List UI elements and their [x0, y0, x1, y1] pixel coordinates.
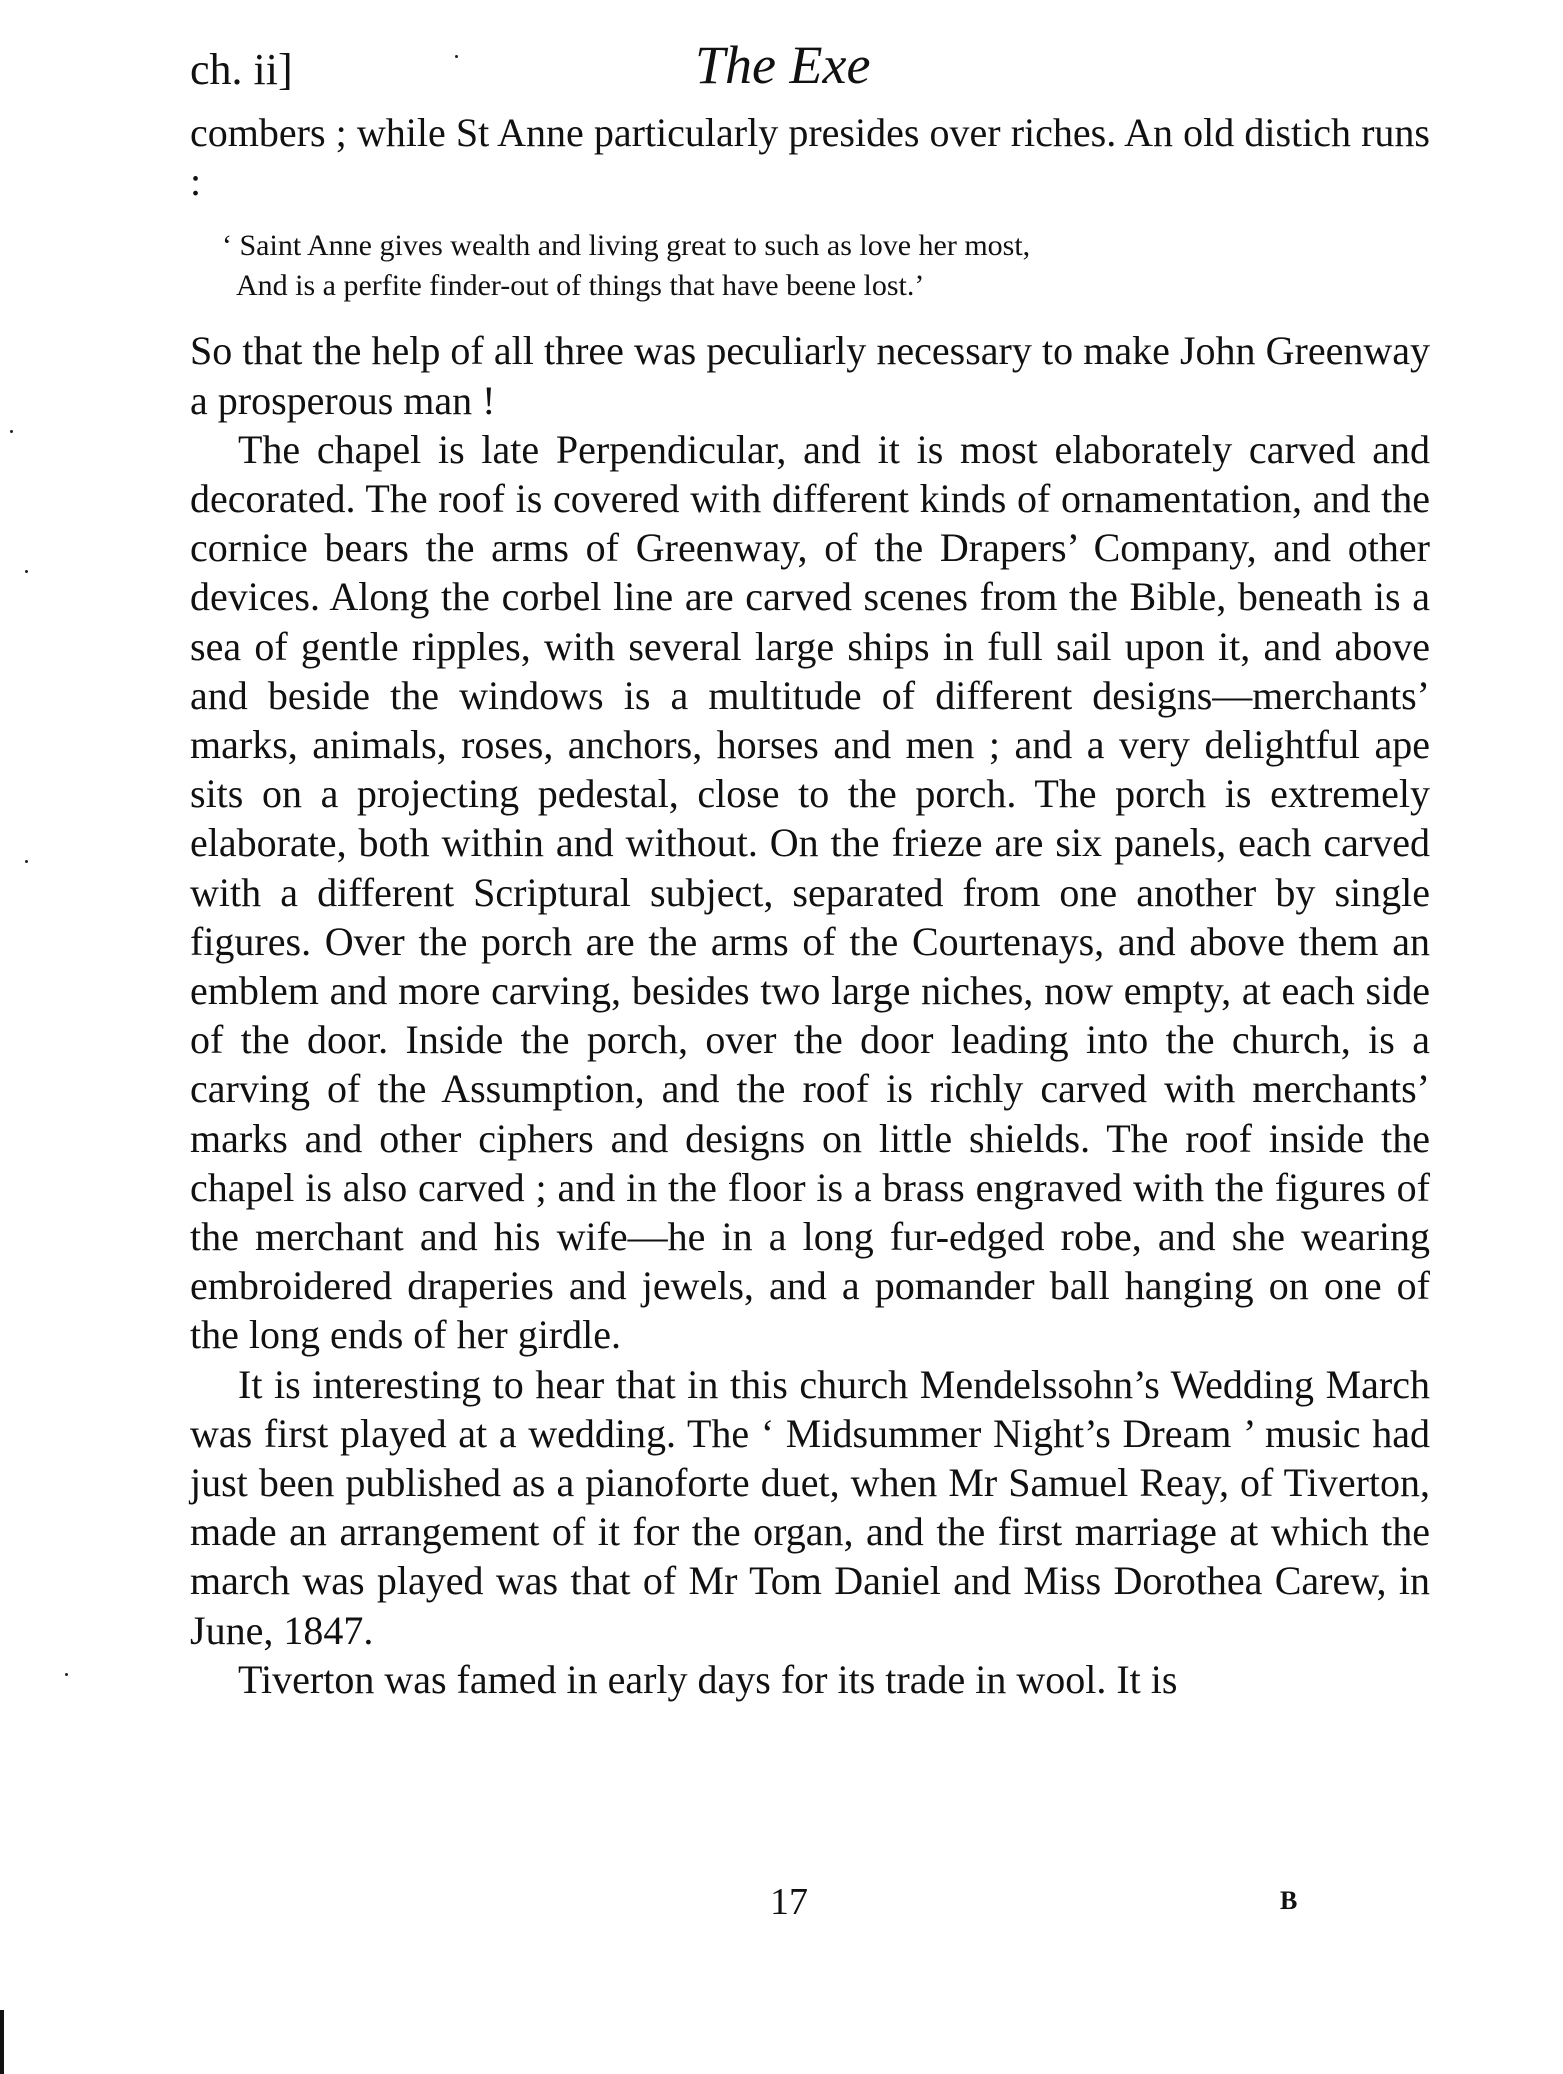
page-number: 17 — [770, 1881, 808, 1923]
margin-speck — [25, 860, 28, 863]
chapter-reference: ch. ii] — [190, 45, 293, 94]
quote-line-1: ‘ Saint Anne gives wealth and living great to such as love her most, — [222, 229, 1031, 263]
paragraph-5: Tiverton was famed in early days for its trade in wool. It is — [238, 1656, 1178, 1702]
paragraph-4: It is interesting to hear that in this church Mendelssohn’s Wedding March was first played at a wedding. The ‘ Midsummer Night’s Dream ’ music had just been published as a pianoforte duet, when Mr Samuel Reay, of Tiverton, made an arrangement of it for the organ, and the first marriage at which the march was played was that of Mr Tom Daniel and Miss Dorothea Carew, in June, 1847. — [190, 1361, 1430, 1653]
distich-quote — [222, 226, 1430, 306]
margin-speck — [25, 570, 28, 573]
scan-edge-mark — [0, 2010, 4, 2074]
margin-speck — [65, 1673, 68, 1676]
signature-mark: B — [1280, 1886, 1298, 1915]
margin-speck — [10, 430, 13, 433]
running-title: The Exe — [695, 35, 871, 95]
page-footer — [190, 1880, 1430, 1940]
paragraph-1: combers ; while St Anne particularly presides over riches. An old distich runs : — [190, 110, 1430, 205]
page-header — [190, 30, 1430, 110]
margin-speck — [455, 55, 458, 58]
body-text — [190, 108, 1430, 1704]
quote-line-2: And is a perfite finder-out of things that have beene lost.’ — [236, 269, 925, 303]
paragraph-2: So that the help of all three was peculiarly necessary to make John Greenway a prosperous man ! — [190, 328, 1430, 423]
paragraph-3: The chapel is late Perpendicular, and it is most elaborately carved and decorated. The roof is covered with different kinds of ornamentation, and the cornice bears the arms of Greenway, of the Drapers’ Company, and other devices. Along the corbel line are carved scenes from the Bible, beneath is a sea of gentle ripples, with several large ships in full sail upon it, and above and beside the windows is a multitude of different designs—merchants’ marks, animals, roses, anchors, horses and men ; and a very delightful ape sits on a projecting pedestal, close to the porch. The porch is extremely elaborate, both within and without. On the frieze are six panels, each carved with a different Scriptural subject, separated from one another by single figures. Over the porch are the arms of the Courtenays, and above them an emblem and more carving, besides two large niches, now empty, at each side of the door. Inside the porch, over the door leading into the church, is a carving of the Assumption, and the roof is richly carved with merchants’ marks and other ciphers and designs on little shields. The roof inside the chapel is also carved ; and in the floor is a brass engraved with the figures of the merchant and his wife—he in a long fur-edged robe, and she wearing embroidered draperies and jewels, and a pomander ball hanging on one of the long ends of her girdle. — [190, 426, 1430, 1358]
